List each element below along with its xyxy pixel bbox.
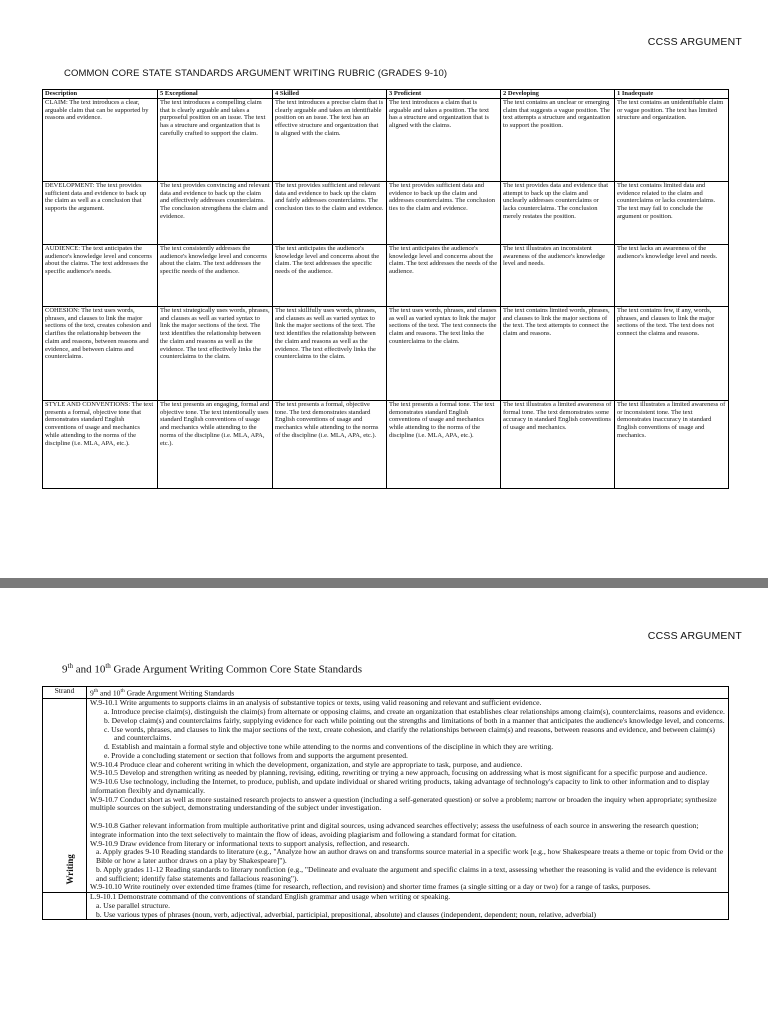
strand-cell [43,699,87,893]
standard-line: b. Apply grades 11-12 Reading standards to literary nonfiction (e.g., "Delineate and evaluate the argument and specific claims in a text, assessing whether the reasoning is valid and the evidence is relevant and sufficient; identify false statements and fallacious reasoning"). [96,864,717,883]
language-strand-row [43,893,729,920]
standard-line: W.9-10.9 Draw evidence from literary or informational texts to support analysis, reflection, and research. [90,838,410,848]
standard-line: c. Use words, phrases, and clauses to link the major sections of the text, create cohesion, and clarify the relationships between claim(s) and reasons, between reasons and evidence, and between claim(s) and counterclaims. [104,724,715,743]
criterion-description: STYLE AND CONVENTIONS: The text presents a formal, objective tone that demonstrates standard English conventions of usage and mechanics while attending to the norms of the discipline (i.e. MLA, APA, etc.). [43,401,158,489]
criterion-description: DEVELOPMENT: The text provides sufficient data and evidence to back up the claim as well as a conclusion that supports the argument. [43,182,158,245]
language-standards [87,893,729,920]
rubric-table [42,89,729,489]
strand-column-header: Strand [43,687,87,699]
rubric-cell: The text presents a formal tone. The text demonstrates standard English conventions of usage and mechanics while attending to the norms of the discipline (i.e. MLA, APA, etc.). [387,401,501,489]
rubric-cell: The text illustrates a limited awareness of or inconsistent tone. The text demonstrates inaccuracy in standard English conventions of usage and mechanics. [615,401,729,489]
rubric-cell: The text introduces a claim that is arguable and takes a position. The text has a structure and organization that is aligned with the claims. [387,99,501,182]
criterion-description: CLAIM: The text introduces a clear, arguable claim that can be supported by reasons and evidence. [43,99,158,182]
standards-column-header: 9th and 10th Grade Argument Writing Standards [87,687,729,699]
page-header: CCSS ARGUMENT [647,630,742,642]
writing-standards [87,699,729,893]
page-header: CCSS ARGUMENT [647,36,742,48]
rubric-cell: The text consistently addresses the audience's knowledge level and concerns about the claim. The text addresses the specific needs of the audience. [158,245,273,307]
standard-line: a. Use parallel structure. [96,900,171,910]
standard-line: W.9-10.10 Write routinely over extended time frames (time for research, reflection, and revision) and shorter time frames (a single sitting or a day or two) for a range of tasks, purposes. [90,882,651,892]
column-header: Description [43,90,158,99]
standards-title: 9th and 10th Grade Argument Writing Common Core State Standards [62,662,362,676]
writing-strand-row [43,699,729,893]
rubric-cell: The text illustrates an inconsistent awareness of the audience's knowledge level and needs. [501,245,615,307]
criterion-description: COHESION: The text uses words, phrases, and clauses to link the major sections of the text, creates cohesion and clarifies the relationship between the claim and reasons, between reasons and evidence, and between claims and counterclaims. [43,307,158,401]
rubric-cell: The text provides sufficient and relevant data and evidence to back up the claim and fairly addresses counterclaims. The conclusion ties to the claim and evidence. [273,182,387,245]
standards-table [42,686,729,920]
standards-page [0,588,768,1024]
rubric-cell: The text contains limited data and evidence related to the claim and counterclaims or lacks counterclaims. The text may fail to conclude the argument or position. [615,182,729,245]
rubric-row-style-conventions [43,401,729,489]
rubric-title: COMMON CORE STATE STANDARDS ARGUMENT WRITING RUBRIC (GRADES 9-10) [64,68,448,79]
rubric-cell: The text contains few, if any, words, phrases, and clauses to link the major sections of the text. The text does not connect the claims and reasons. [615,307,729,401]
criterion-description: AUDIENCE: The text anticipates the audience's knowledge level and concerns about the claims. The text addresses the specific audience's needs. [43,245,158,307]
rubric-cell: The text anticipates the audience's knowledge level and concerns about the claim. The text addresses the needs of the audience. [387,245,501,307]
column-header: 3 Proficient [387,90,501,99]
rubric-cell: The text skillfully uses words, phrases, and clauses as well as varied syntax to link the major sections of the text. The text identifies the relationship between the claim and reasons as well as the evidence. The text effectively links the counterclaims to the claim. [273,307,387,401]
column-header: 5 Exceptional [158,90,273,99]
standard-line: a. Introduce precise claim(s), distinguish the claim(s) from alternate or opposing claims, and create an organization that establishes clear relationships among claim(s), counterclaims, reasons and evidence. [104,707,725,717]
standard-line: b. Use various types of phrases (noun, verb, adjectival, adverbial, participial, prepositional, absolute) and clauses (independent, dependent; noun, relative, adverbial) [96,909,596,919]
rubric-cell: The text presents an engaging, formal and objective tone. The text intentionally uses standard English conventions of usage and mechanics while attending to the norms of the discipline (i.e. MLA, APA, etc.). [158,401,273,489]
rubric-cell: The text contains an unidentifiable claim or vague position. The text has limited structure and organization. [615,99,729,182]
rubric-cell: The text introduces a compelling claim that is clearly arguable and takes a purposeful position on an issue. The text has a structure and organization that is carefully crafted to support the claim. [158,99,273,182]
standard-line: W.9-10.1 Write arguments to supports claims in an analysis of substantive topics or texts, using valid reasoning and relevant and sufficient evidence. [90,698,542,708]
standard-line: W.9-10.4 Produce clear and coherent writing in which the development, organization, and style are appropriate to task, purpose, and audience. [90,759,523,769]
column-header: 2 Developing [501,90,615,99]
rubric-cell: The text illustrates a limited awareness of formal tone. The text demonstrates some accuracy in standard English conventions of usage and mechanics. [501,401,615,489]
rubric-row-development [43,182,729,245]
rubric-cell: The text introduces a precise claim that is clearly arguable and takes an identifiable position on an issue. The text has an effective structure and organization that is aligned with the claim. [273,99,387,182]
rubric-row-cohesion [43,307,729,401]
column-header: 4 Skilled [273,90,387,99]
standard-line: W.9-10.7 Conduct short as well as more sustained research projects to answer a question (including a self-generated question) or solve a problem; narrow or broaden the inquiry when appropriate; synthesize multiple sources on the subject, demonstrating understanding of the subject under investigation. [90,794,717,813]
standard-line: W.9-10.8 Gather relevant information from multiple authoritative print and digital sources, using advanced searches effectively; assess the usefulness of each source in answering the research question; integrate information into the text selectively to maintain the flow of ideas, avoiding plagiarism and following a standard format for citation. [90,821,699,839]
standard-line: e. Provide a concluding statement or section that follows from and supports the argument presented. [104,750,408,760]
rubric-cell: The text provides sufficient data and evidence to back up the claim and addresses counterclaims. The conclusion ties to the claim and evidence. [387,182,501,245]
rubric-header-row [43,90,729,99]
rubric-cell: The text anticipates the audience's knowledge level and concerns about the claim. The text addresses the specific needs of the audience. [273,245,387,307]
standard-line: d. Establish and maintain a formal style and objective tone while attending to the norms and conventions of the discipline in which they are writing. [104,742,554,752]
standard-line: a. Apply grades 9-10 Reading standards to literature (e.g., "Analyze how an author draws on and transforms source material in a specific work [e.g., how Shakespeare treats a theme or topic from Ovid or the Bible or how a later author draws on a play by Shakespeare]"). [96,847,724,866]
rubric-cell: The text uses words, phrases, and clauses as well as varied syntax to link the major sections of the text. The text connects the claim and reasons. The text links the counterclaims to the claim. [387,307,501,401]
rubric-cell: The text lacks an awareness of the audience's knowledge level and needs. [615,245,729,307]
rubric-cell: The text strategically uses words, phrases, and clauses as well as varied syntax to link the major sections of the text. The text identifies the relationship between the claim and reasons as well as the evidence. The text effectively links the counterclaims to the claim. [158,307,273,401]
standard-line: L.9-10.1 Demonstrate command of the conventions of standard English grammar and usage when writing or speaking. [90,892,451,902]
column-header: 1 Inadequate [615,90,729,99]
rubric-cell: The text provides data and evidence that attempt to back up the claim and unclearly addresses counterclaims or lacks counterclaims. The conclusion merely restates the position. [501,182,615,245]
strand-cell [43,893,87,920]
strand-label-writing: Writing [64,854,75,885]
standard-line: W.9-10.5 Develop and strengthen writing as needed by planning, revising, editing, rewriting or trying a new approach, focusing on addressing what is most significant for a specific purpose and audience. [90,768,708,778]
standards-header-row [43,687,729,699]
rubric-row-claim [43,99,729,182]
rubric-row-audience [43,245,729,307]
rubric-cell: The text presents a formal, objective tone. The text demonstrates standard English conventions of usage and mechanics while attending to the norms of the discipline (i.e. MLA, APA, etc.). [273,401,387,489]
rubric-cell: The text provides convincing and relevant data and evidence to back up the claim and effectively addresses counterclaims. The conclusion strengthens the claim and evidence. [158,182,273,245]
standard-line: W.9-10.6 Use technology, including the Internet, to produce, publish, and update individual or shared writing products, taking advantage of technology's capacity to link to other information and to display information flexibly and dynamically. [90,777,710,795]
standard-line: b. Develop claim(s) and counterclaims fairly, supplying evidence for each while pointing out the strengths and limitations of both in a manner that anticipates the audience's knowledge level, and concerns. [104,715,725,725]
rubric-cell: The text contains limited words, phrases, and clauses to link the major sections of the text. The text attempts to connect the claim and reasons. [501,307,615,401]
rubric-cell: The text contains an unclear or emerging claim that suggests a vague position. The text attempts a structure and organization to support the position. [501,99,615,182]
